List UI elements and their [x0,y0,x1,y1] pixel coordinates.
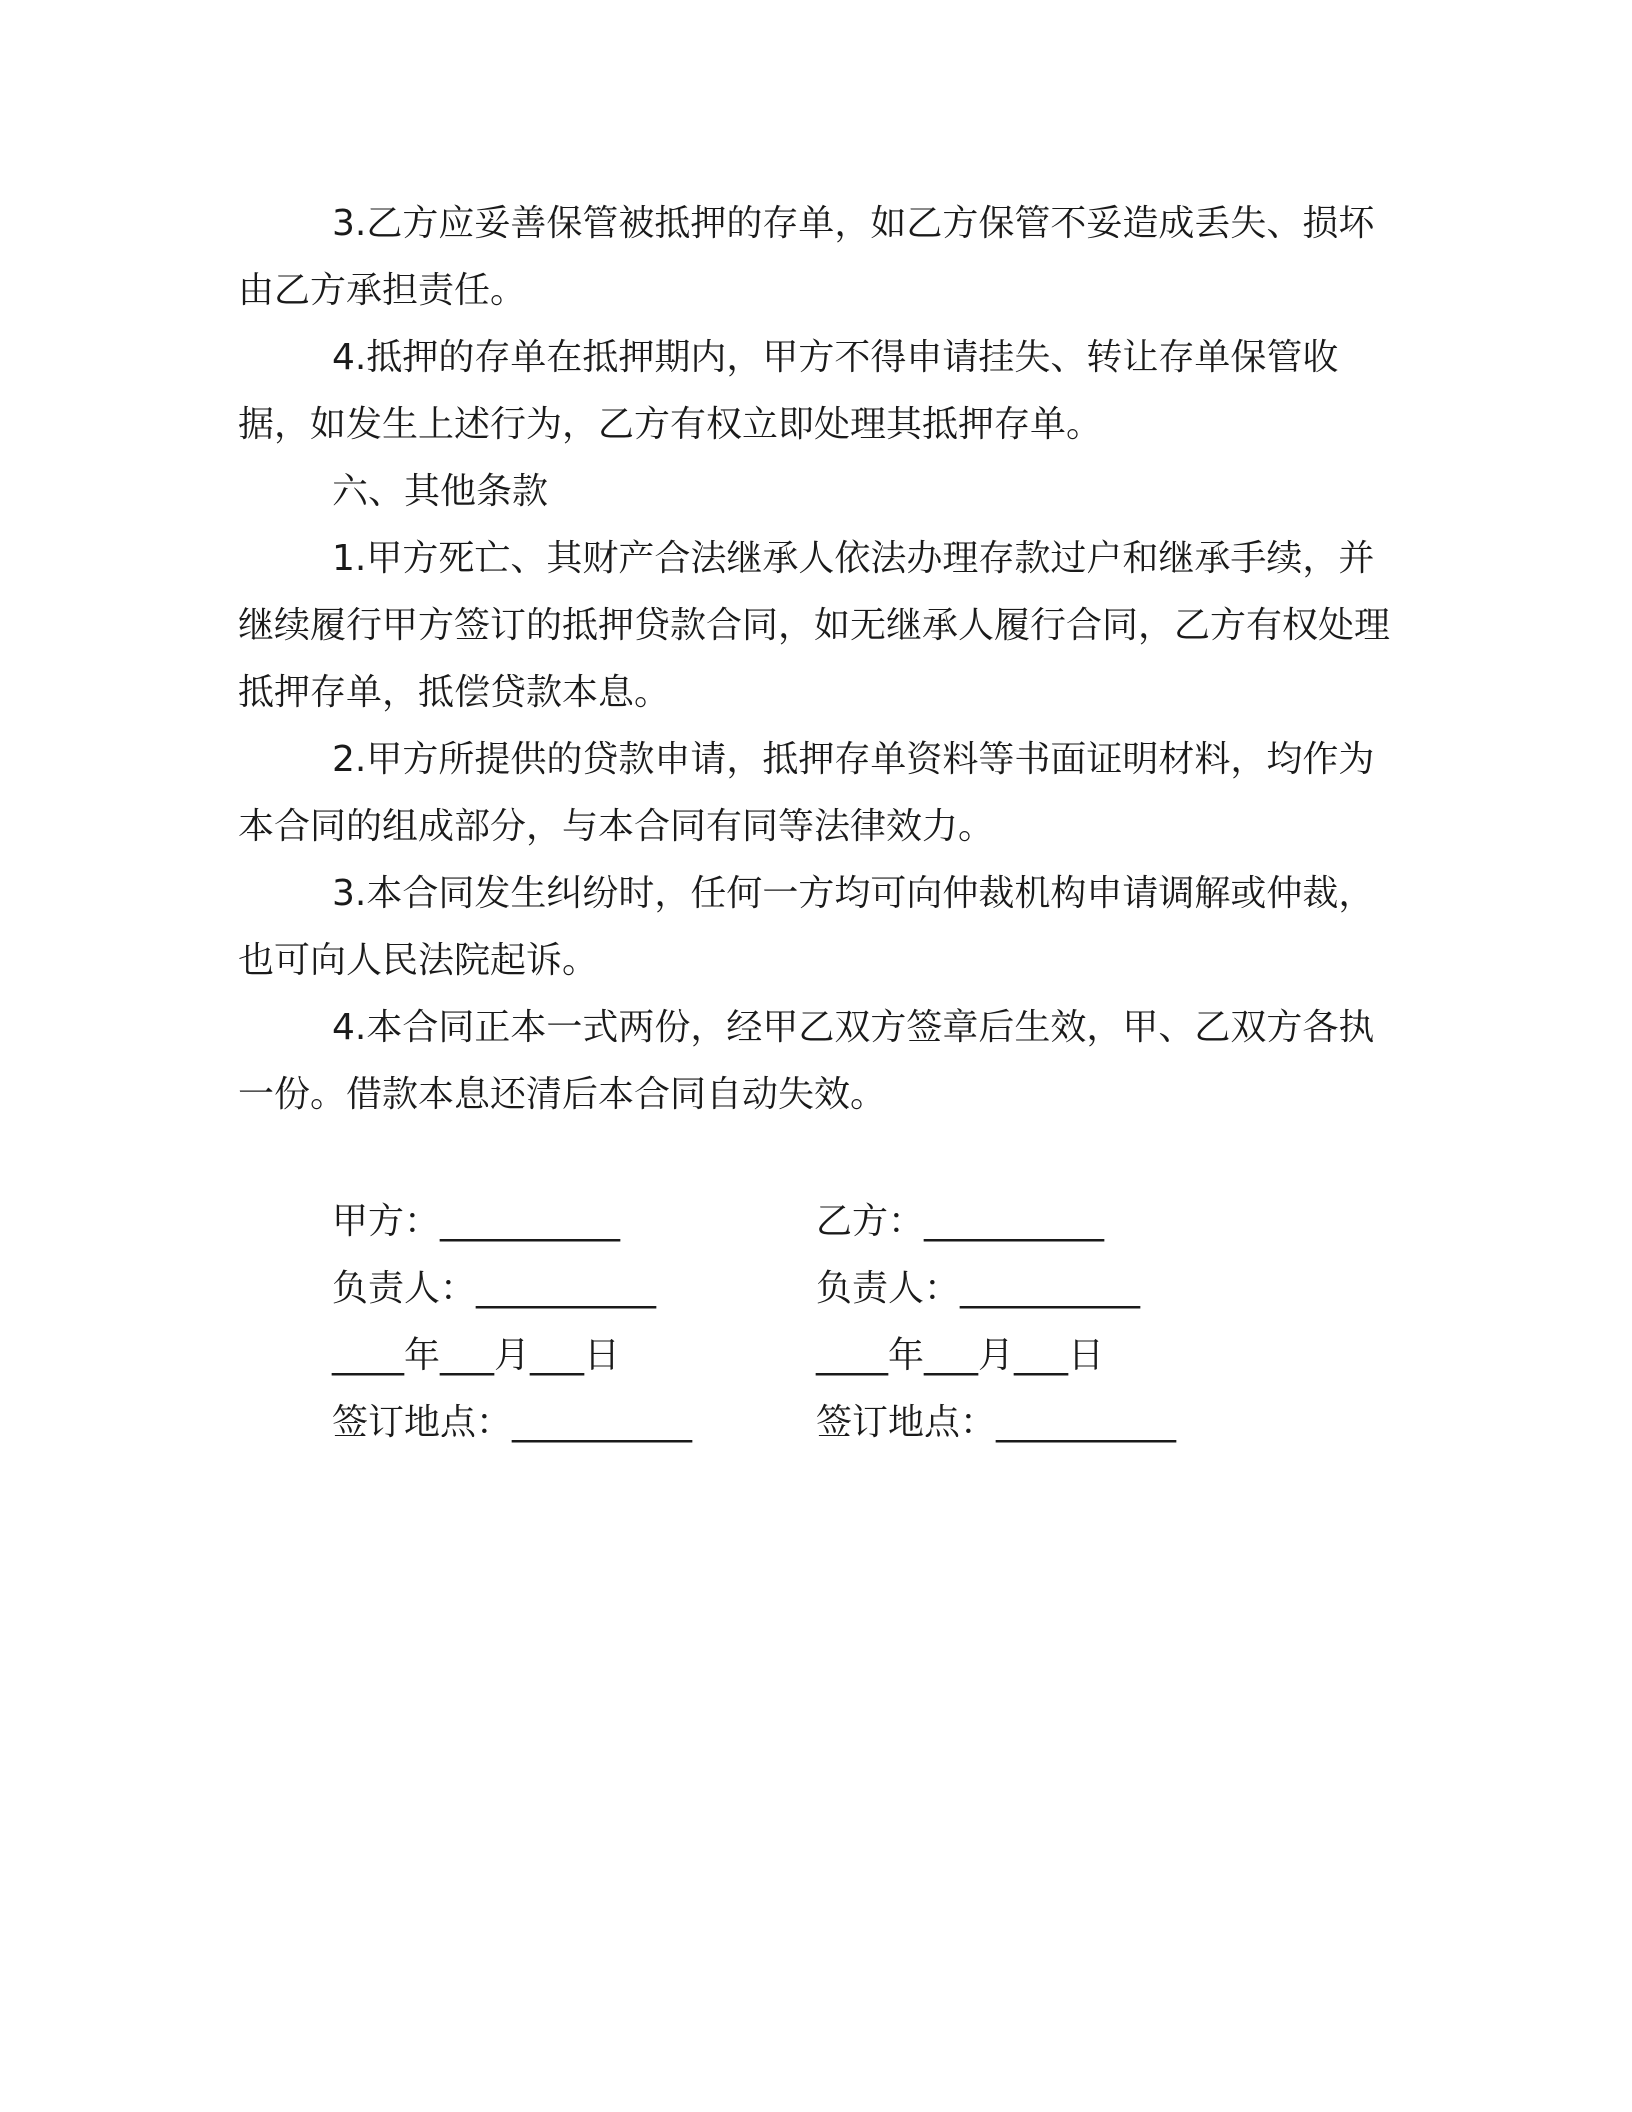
section-heading-other-terms: 六、其他条款 [332,471,549,512]
party-a-responsible-line: 负责人：__________ [332,1268,657,1309]
clause-5-3: 3.乙方应妥善保管被抵押的存单，如乙方保管不妥造成丢失、损坏由乙方承担责任。 [238,203,1375,311]
party-a-name-line: 甲方：__________ [332,1201,621,1242]
party-b-signature [816,1188,1336,1456]
party-b-name-line: 乙方：__________ [816,1201,1105,1242]
clause-5-4: 4.抵押的存单在抵押期内，甲方不得申请挂失、转让存单保管收据，如发生上述行为，乙方有权立即处理其抵押存单。 [238,337,1339,445]
clause-6-4: 4.本合同正本一式两份，经甲乙双方签章后生效，甲、乙双方各执一份。借款本息还清后本合同自动失效。 [238,1007,1375,1115]
party-a-date-line: ____年___月___日 [332,1335,621,1376]
clause-6-3: 3.本合同发生纠纷时，任何一方均可向仲裁机构申请调解或仲裁，也可向人民法院起诉。 [238,873,1375,981]
party-a-place-line: 签订地点：__________ [332,1402,693,1443]
clause-6-1: 1.甲方死亡、其财产合法继承人依法办理存款过户和继承手续，并继续履行甲方签订的抵押贷款合同，如无继承人履行合同，乙方有权处理抵押存单，抵偿贷款本息。 [238,538,1391,713]
party-a-signature [332,1188,852,1456]
contract-body [238,190,1398,1128]
party-b-responsible-line: 负责人：__________ [816,1268,1141,1309]
clause-6-2: 2.甲方所提供的贷款申请，抵押存单资料等书面证明材料，均作为本合同的组成部分，与本合同有同等法律效力。 [238,739,1375,847]
party-b-date-line: ____年___月___日 [816,1335,1105,1376]
party-b-place-line: 签订地点：__________ [816,1402,1177,1443]
